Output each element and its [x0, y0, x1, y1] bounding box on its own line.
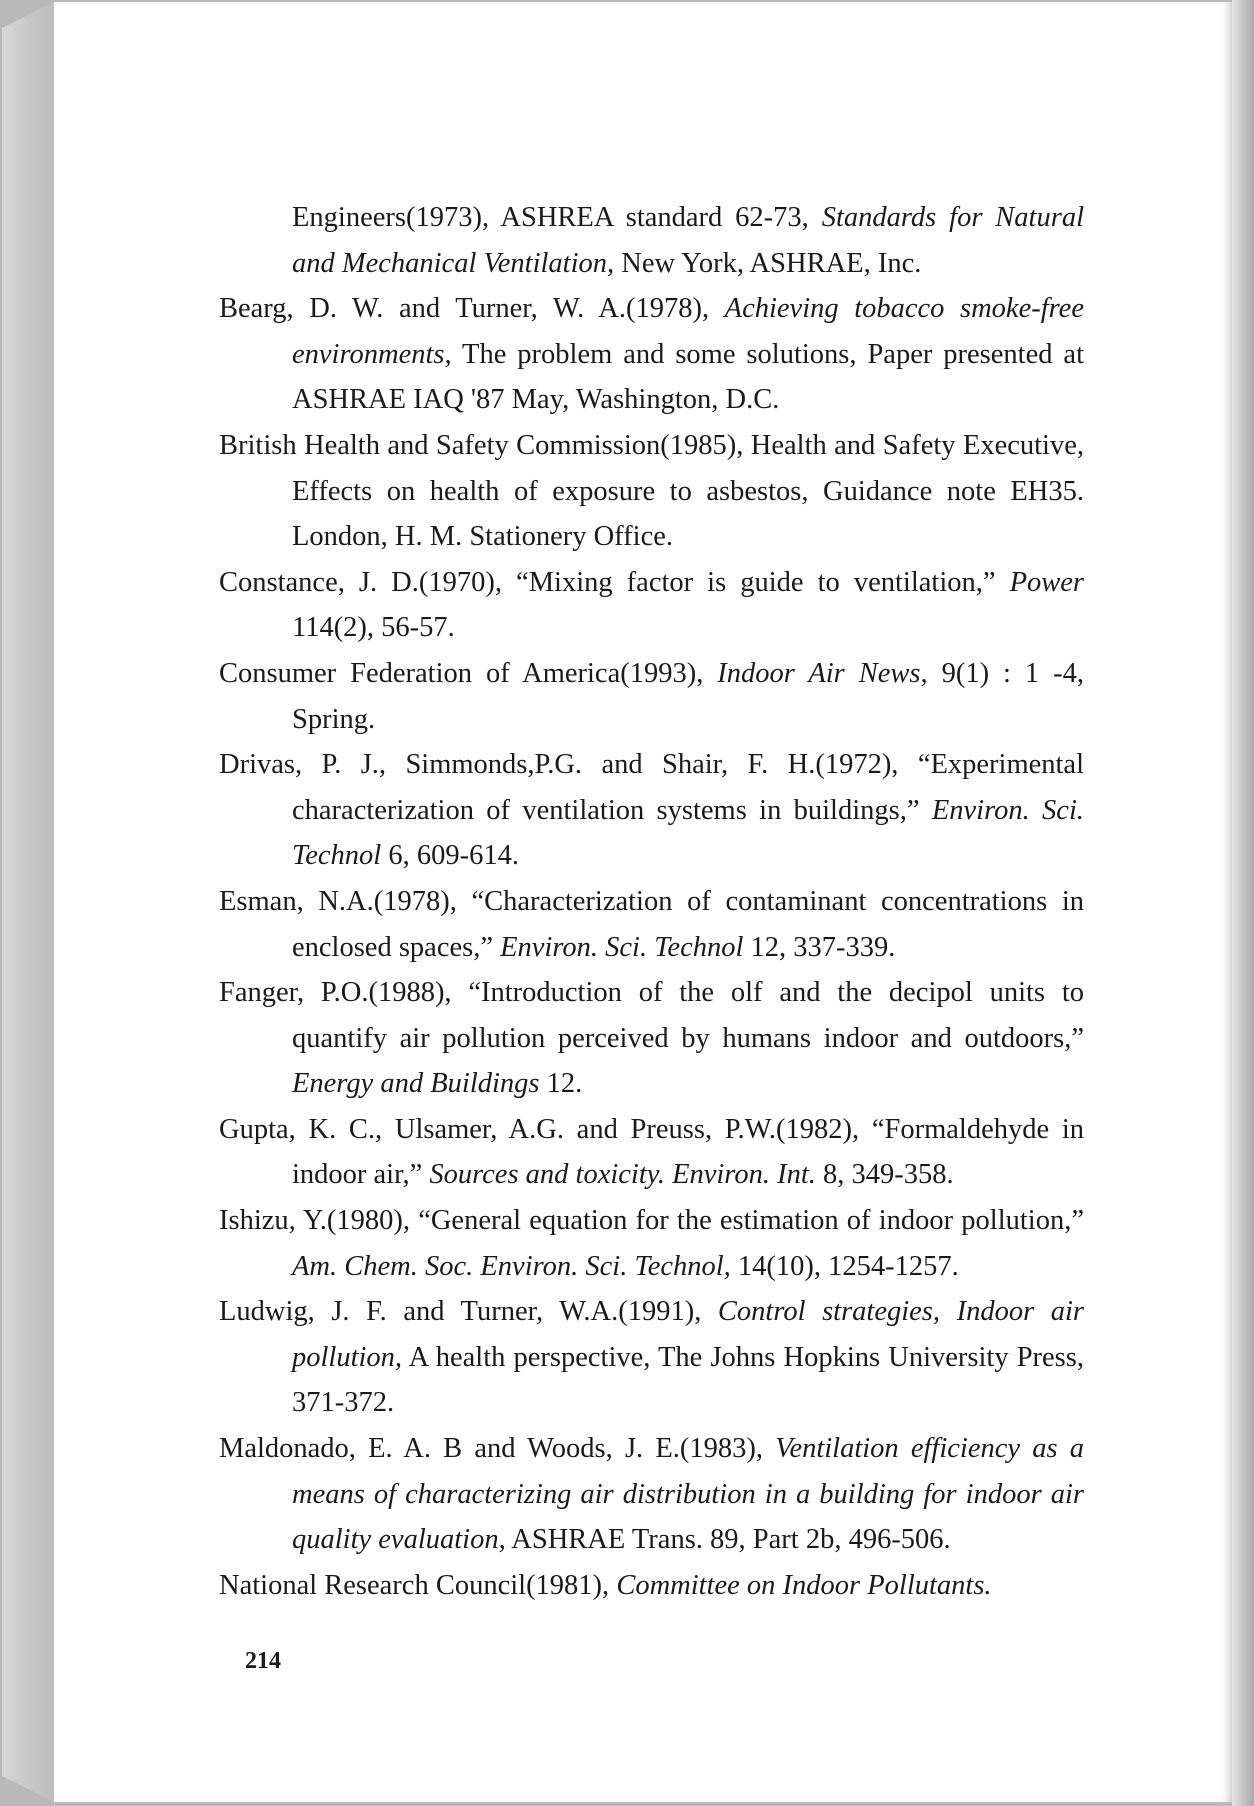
reference-text: ASHRAE Trans. 89, Part 2b, 496-506. [505, 1524, 951, 1556]
reference-text: 8, 349-358. [815, 1159, 954, 1191]
reference-title: Power [1009, 566, 1084, 598]
reference-title: Am. Chem. Soc. Environ. Sci. Technol, [292, 1250, 731, 1282]
reference-entry [219, 742, 1084, 879]
reference-text: National Research Council(1981), [219, 1569, 617, 1601]
reference-text: 12, 337-339. [743, 931, 896, 963]
reference-title: Standards for Natural and Mechanical Ventilation, [292, 202, 1084, 279]
reference-entry [219, 970, 1084, 1107]
reference-entry [219, 1289, 1084, 1426]
reference-text: Esman, N.A.(1978), “Characterization of contaminant concentrations in enclosed spaces,” [219, 885, 1084, 963]
reference-text: Ludwig, J. F. and Turner, W.A.(1991), [219, 1296, 718, 1328]
reference-text: The problem and some solutions, Paper presented at ASHRAE IAQ '87 May, Washington, D.C. [292, 338, 1084, 416]
reference-text: New York, ASHRAE, Inc. [614, 247, 922, 279]
reference-entry [219, 1107, 1084, 1198]
reference-text: 6, 609-614. [381, 840, 519, 872]
reference-text: A health perspective, The Johns Hopkins University Press, 371-372. [292, 1341, 1084, 1419]
reference-text: Engineers(1973), ASHREA standard 62-73, [292, 202, 822, 233]
reference-entry [219, 1563, 1084, 1609]
reference-entry [219, 423, 1084, 560]
reference-entry [219, 1426, 1084, 1563]
reference-entry [219, 1198, 1084, 1289]
reference-text: Maldonado, E. A. B and Woods, J. E.(1983), [219, 1433, 776, 1465]
book-spine [2, 2, 54, 1802]
reference-text: 9(1) : 1 -4, Spring. [292, 657, 1084, 735]
reference-list [219, 195, 1084, 1608]
reference-text: British Health and Safety Commission(1985), Health and Safety Executive, Effects on health of exposure to asbestos, Guidance note EH35. London, H. M. Stationery Office. [219, 429, 1084, 553]
reference-title: Achieving tobacco smoke-free environments, [292, 293, 1084, 370]
reference-title: Control strategies, Indoor air pollution, [292, 1296, 1084, 1373]
reference-entry [219, 879, 1084, 970]
reference-text: Consumer Federation of America(1993), [219, 657, 718, 689]
reference-text: 12. [539, 1068, 583, 1100]
reference-text: Bearg, D. W. and Turner, W. A.(1978), [219, 293, 725, 325]
reference-title: Energy and Buildings [292, 1068, 540, 1100]
page-edge [1232, 0, 1254, 1806]
reference-text: Fanger, P.O.(1988), “Introduction of the olf and the decipol units to quantify air pollution perceived by humans indoor and outdoors,” [219, 977, 1084, 1054]
reference-text: Gupta, K. C., Ulsamer, A.G. and Preuss, P.W.(1982), “Formaldehyde in indoor air,” [219, 1113, 1084, 1191]
reference-entry [219, 195, 1084, 286]
reference-entry [219, 651, 1084, 742]
reference-entry [219, 286, 1084, 423]
reference-title: Indoor Air News, [717, 657, 928, 689]
reference-text: 14(10), 1254-1257. [730, 1250, 959, 1282]
reference-title: Environ. Sci. Technol [500, 931, 744, 963]
reference-text: Constance, J. D.(1970), “Mixing factor is guide to ventilation,” [219, 566, 1010, 598]
reference-text: 114(2), 56-57. [292, 612, 455, 644]
reference-title: Committee on Indoor Pollutants. [616, 1569, 992, 1601]
reference-entry [219, 560, 1084, 651]
page-number: 214 [245, 1648, 281, 1674]
reference-title: Sources and toxicity. Environ. Int. [429, 1159, 816, 1191]
reference-text: Drivas, P. J., Simmonds,P.G. and Shair, F. H.(1972), “Experimental characterization of ventilation systems in buildings,” [219, 749, 1084, 826]
reference-text: Ishizu, Y.(1980), “General equation for the estimation of indoor pollution,” [219, 1205, 1084, 1237]
reference-title: Environ. Sci. Technol [292, 794, 1084, 872]
reference-title: Ventilation efficiency as a means of characterizing air distribution in a building for indoor air quality evaluation, [292, 1433, 1084, 1556]
